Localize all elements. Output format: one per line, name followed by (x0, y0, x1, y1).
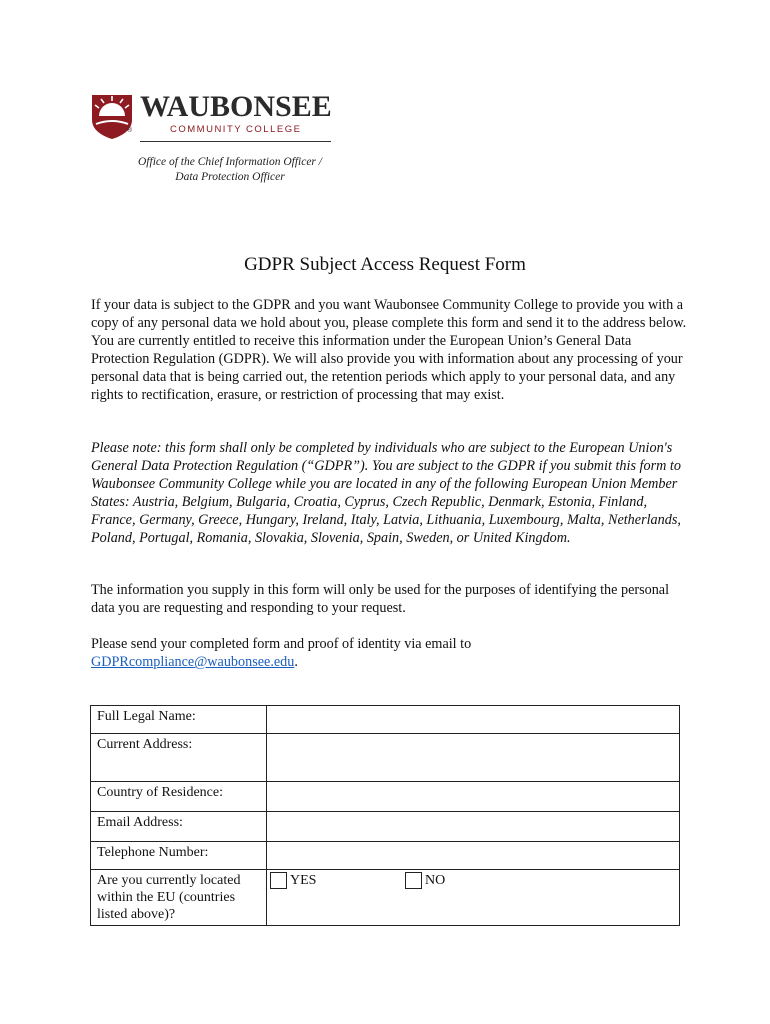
full-name-label: Full Legal Name: (91, 706, 267, 734)
form-title: GDPR Subject Access Request Form (244, 254, 526, 275)
send-suffix: . (294, 654, 298, 671)
logo-divider (140, 141, 331, 142)
request-form-table (90, 705, 680, 926)
address-field[interactable] (267, 734, 680, 782)
country-field[interactable] (267, 782, 680, 812)
send-instructions (91, 635, 691, 671)
waubonsee-logo (90, 92, 335, 152)
table-row (91, 706, 680, 734)
purpose-paragraph: The information you supply in this form will only be used for the purposes of identifying the personal data you are requesting and responding to your request. (91, 582, 670, 617)
phone-label: Telephone Number: (91, 842, 267, 870)
gdpr-email-link[interactable]: GDPRcompliance@waubonsee.edu (91, 654, 295, 671)
note-paragraph: Please note: this form shall only be completed by individuals who are subject to the European Union's General Data Protection Regulation (“GDPR”). You are subject to the GDPR if you submit this form to Waubonsee Community College while you are located in any of the following European Union Member States: Austria, Belgium, Bulgaria, Croatia, Cyprus, Czech Republic, Denmark, Estonia, Finland, France, Germany, Greece, Hungary, Ireland, Italy, Latvia, Lithuania, Luxembourg, Malta, Netherlands, Poland, Portugal, Romania, Slovakia, Slovenia, Spain, Sweden, or United Kingdom. (91, 440, 681, 547)
email-field[interactable] (267, 812, 680, 842)
full-name-field[interactable] (267, 706, 680, 734)
table-row (91, 842, 680, 870)
send-instructions-text: Please send your completed form and proof of identity via email to (91, 636, 472, 652)
no-label: NO (424, 873, 446, 888)
eu-location-options (267, 870, 680, 926)
intro-paragraph: If your data is subject to the GDPR and you want Waubonsee Community College to provide you with a copy of any personal data we hold about you, please complete this form and send it to the address below. You are currently entitled to receive this information under the European Union’s General Data Protection Regulation (GDPR). We will also provide you with information about any processing of your personal data that is being carried out, the retention periods which apply to your personal data, and any rights to rectification, erasure, or restriction of processing that may exist. (91, 297, 687, 404)
yes-checkbox[interactable] (270, 872, 287, 889)
office-line-2: Data Protection Officer (175, 171, 285, 183)
no-checkbox[interactable] (405, 872, 422, 889)
table-row (91, 812, 680, 842)
office-line-1: Office of the Chief Information Officer / (138, 156, 322, 168)
yes-option[interactable] (270, 872, 316, 889)
yes-label: YES (290, 873, 317, 888)
table-row (91, 734, 680, 782)
no-option[interactable] (405, 872, 445, 889)
logo-wordmark: WAUBONSEE (140, 90, 332, 123)
table-row (91, 870, 680, 926)
country-label: Country of Residence: (91, 782, 267, 812)
registered-mark: ® (127, 127, 133, 134)
logo-subtitle: COMMUNITY COLLEGE (170, 124, 302, 135)
office-heading (100, 155, 360, 185)
email-label: Email Address: (91, 812, 267, 842)
address-label: Current Address: (91, 734, 267, 782)
phone-field[interactable] (267, 842, 680, 870)
table-row (91, 782, 680, 812)
eu-location-label: Are you currently located within the EU (countries listed above)? (91, 870, 267, 926)
